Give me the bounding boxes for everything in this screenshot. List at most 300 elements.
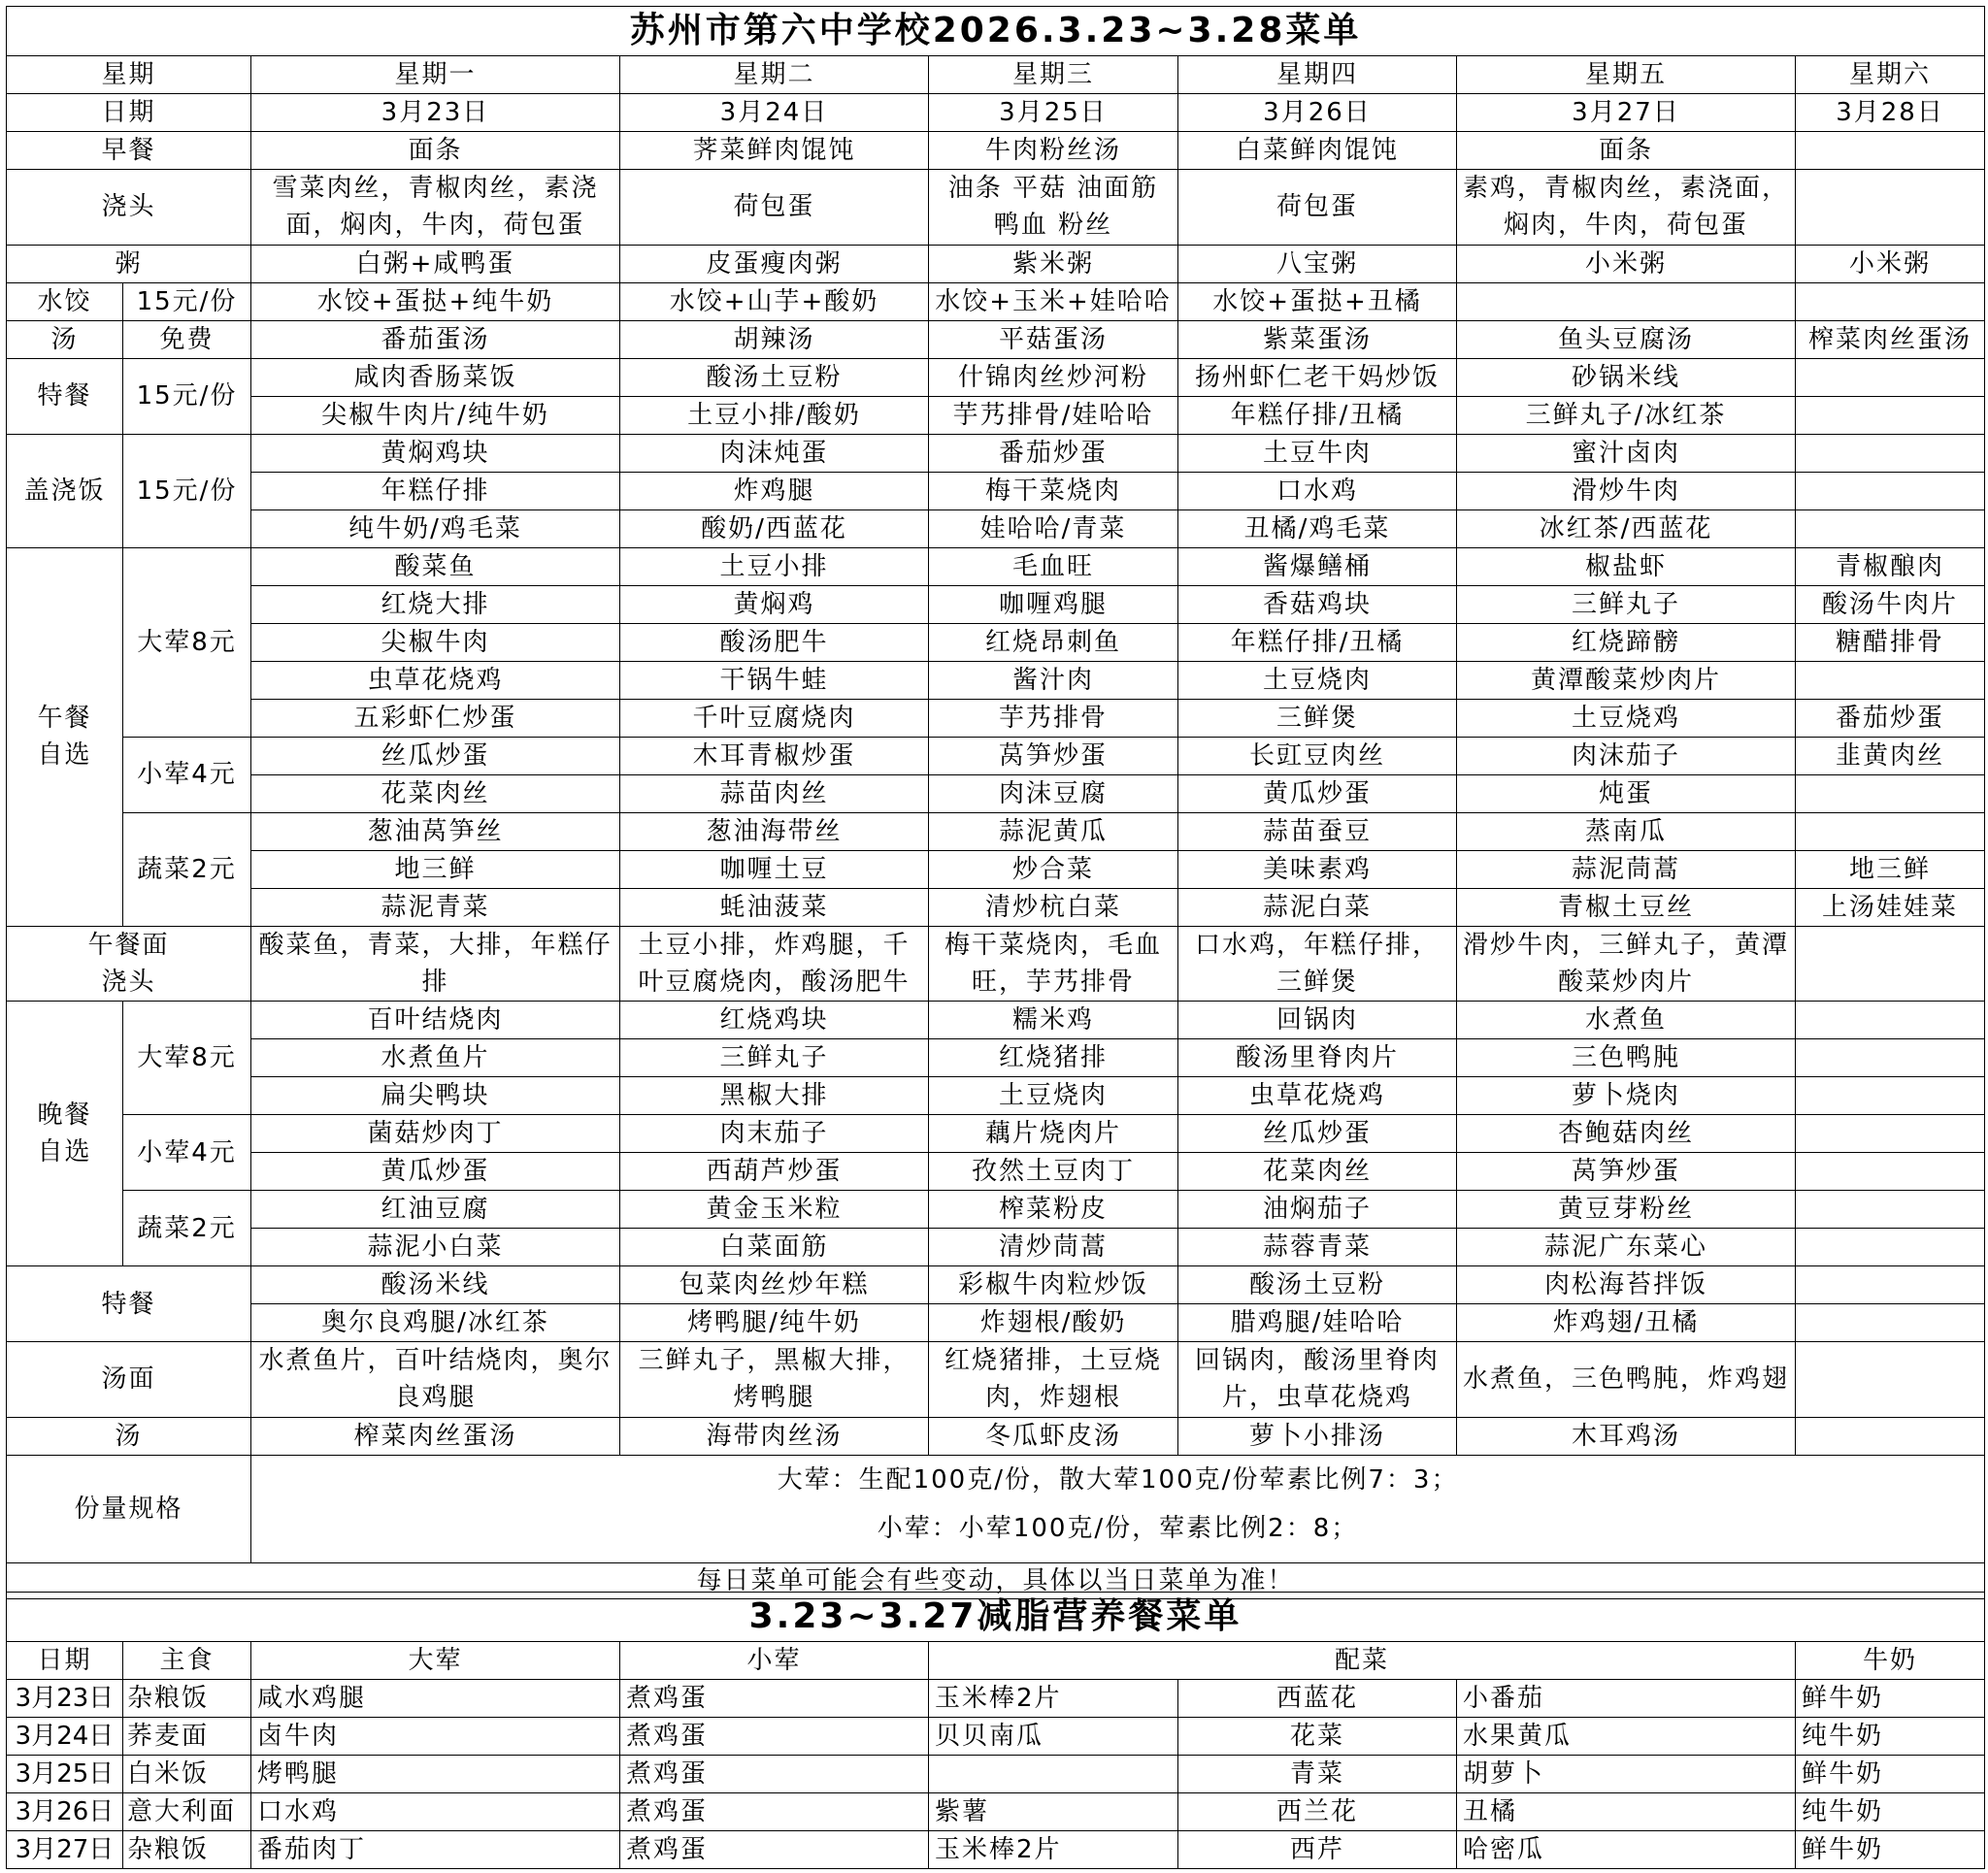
- noodle-topping-cell: 口水鸡，年糕仔排，三鲜煲: [1178, 926, 1457, 1002]
- soup-cell: 胡辣汤: [620, 320, 929, 358]
- rice-cell: [1796, 509, 1985, 547]
- category-label: 蔬菜2元: [123, 1191, 251, 1266]
- dinner-dish-cell: [1796, 1153, 1985, 1191]
- lunch-dish-cell: 木耳青椒炒蛋: [620, 737, 929, 774]
- special-cell: 三鲜丸子/冰红茶: [1457, 396, 1796, 434]
- lunch-dish-cell: 黄瓜炒蛋: [1178, 774, 1457, 812]
- rice-cell: 纯牛奶/鸡毛菜: [251, 509, 620, 547]
- dinner-dish-cell: 黄豆芽粉丝: [1457, 1191, 1796, 1229]
- porridge-cell: 八宝粥: [1178, 245, 1457, 282]
- lunch-dish-cell: 花菜肉丝: [251, 774, 620, 812]
- dinner-special-cell: 酸汤土豆粉: [1178, 1266, 1457, 1304]
- soup-cell: 鱼头豆腐汤: [1457, 320, 1796, 358]
- dinner-soup-cell: 海带肉丝汤: [620, 1417, 929, 1455]
- lunch-dish-cell: 莴笋炒蛋: [929, 737, 1178, 774]
- noodle-topping-cell: [1796, 926, 1985, 1002]
- diet-side-2: 青菜: [1178, 1756, 1457, 1793]
- dinner-dish-cell: 黑椒大排: [620, 1077, 929, 1115]
- breakfast-cell: [1796, 132, 1985, 170]
- diet-side-2: 西芹: [1178, 1831, 1457, 1869]
- diet-row: [7, 1756, 1985, 1793]
- diet-side-1: 玉米棒2片: [929, 1680, 1178, 1718]
- diet-staple: 意大利面: [123, 1793, 251, 1831]
- soup-noodle-cell: 水煮鱼，三色鸭肫，炸鸡翅: [1457, 1342, 1796, 1418]
- weekday-header: 星期五: [1457, 56, 1796, 94]
- rice-cell: 黄焖鸡块: [251, 434, 620, 472]
- table-row: [7, 1342, 1985, 1418]
- porridge-cell: 白粥+咸鸭蛋: [251, 245, 620, 282]
- dinner-dish-cell: 肉末茄子: [620, 1115, 929, 1153]
- diet-big: 咸水鸡腿: [251, 1680, 620, 1718]
- lunch-dish-cell: 香菇鸡块: [1178, 585, 1457, 623]
- lunch-dish-cell: 蒜泥白菜: [1178, 888, 1457, 926]
- portion-spec: [251, 1455, 1985, 1562]
- weekday-header: 星期二: [620, 56, 929, 94]
- special-cell: 年糕仔排/丑橘: [1178, 396, 1457, 434]
- row-label: 汤面: [7, 1342, 251, 1418]
- diet-header-side: 配菜: [929, 1642, 1796, 1680]
- soup-noodle-cell: 水煮鱼片，百叶结烧肉，奥尔良鸡腿: [251, 1342, 620, 1418]
- price-label: 15元/份: [123, 282, 251, 320]
- lunch-dish-cell: 上汤娃娃菜: [1796, 888, 1985, 926]
- diet-date: 3月24日: [7, 1718, 123, 1756]
- soup-noodle-cell: 红烧猪排，土豆烧肉，炸翅根: [929, 1342, 1178, 1418]
- diet-header-small: 小荤: [620, 1642, 929, 1680]
- dinner-dish-cell: 油焖茄子: [1178, 1191, 1457, 1229]
- lunch-dish-cell: 蚝油菠菜: [620, 888, 929, 926]
- special-cell: 砂锅米线: [1457, 358, 1796, 396]
- rice-cell: 冰红茶/西蓝花: [1457, 509, 1796, 547]
- special-cell: 芋艿排骨/娃哈哈: [929, 396, 1178, 434]
- lunch-dish-cell: 红烧蹄髈: [1457, 623, 1796, 661]
- topping-cell: 素鸡，青椒肉丝，素浇面，焖肉，牛肉，荷包蛋: [1457, 170, 1796, 246]
- date-header: 3月23日: [251, 94, 620, 132]
- table-row: [7, 585, 1985, 623]
- lunch-dish-cell: 糖醋排骨: [1796, 623, 1985, 661]
- row-label: 份量规格: [7, 1455, 251, 1562]
- table-row: [7, 812, 1985, 850]
- lunch-dish-cell: 炒合菜: [929, 850, 1178, 888]
- dinner-dish-cell: 水煮鱼: [1457, 1002, 1796, 1039]
- weekday-header: 星期四: [1178, 56, 1457, 94]
- rice-cell: 丑橘/鸡毛菜: [1178, 509, 1457, 547]
- rice-cell: 滑炒牛肉: [1457, 472, 1796, 509]
- table-row: [7, 774, 1985, 812]
- special-cell: 什锦肉丝炒河粉: [929, 358, 1178, 396]
- lunch-dish-cell: 肉沫豆腐: [929, 774, 1178, 812]
- soup-cell: 平菇蛋汤: [929, 320, 1178, 358]
- dinner-dish-cell: 萝卜烧肉: [1457, 1077, 1796, 1115]
- lunch-dish-cell: 地三鲜: [1796, 850, 1985, 888]
- dinner-dish-cell: 红油豆腐: [251, 1191, 620, 1229]
- table-row: [7, 94, 1985, 132]
- diet-date: 3月26日: [7, 1793, 123, 1831]
- porridge-cell: 小米粥: [1457, 245, 1796, 282]
- breakfast-cell: 白菜鲜肉馄饨: [1178, 132, 1457, 170]
- rice-cell: 土豆牛肉: [1178, 434, 1457, 472]
- diet-milk: 鲜牛奶: [1796, 1831, 1985, 1869]
- special-cell: 土豆小排/酸奶: [620, 396, 929, 434]
- dinner-special-cell: 奥尔良鸡腿/冰红茶: [251, 1304, 620, 1342]
- special-cell: [1796, 358, 1985, 396]
- diet-side-2: 花菜: [1178, 1718, 1457, 1756]
- dinner-soup-cell: 萝卜小排汤: [1178, 1417, 1457, 1455]
- table-row: [7, 1077, 1985, 1115]
- dinner-special-cell: 肉松海苔拌饭: [1457, 1266, 1796, 1304]
- category-label: 小荤4元: [123, 1115, 251, 1191]
- table-row: [7, 509, 1985, 547]
- diet-big: 番茄肉丁: [251, 1831, 620, 1869]
- lunch-dish-cell: 酱汁肉: [929, 661, 1178, 699]
- diet-header-milk: 牛奶: [1796, 1642, 1985, 1680]
- notice: 每日菜单可能会有些变动，具体以当日菜单为准！: [7, 1562, 1985, 1598]
- diet-staple: 白米饭: [123, 1756, 251, 1793]
- rice-cell: 肉沫炖蛋: [620, 434, 929, 472]
- lunch-dish-cell: 蒜苗肉丝: [620, 774, 929, 812]
- dumpling-cell: [1457, 282, 1796, 320]
- dinner-dish-cell: [1796, 1002, 1985, 1039]
- diet-milk: 鲜牛奶: [1796, 1680, 1985, 1718]
- lunch-dish-cell: 清炒杭白菜: [929, 888, 1178, 926]
- table-row: [7, 472, 1985, 509]
- dinner-special-cell: 彩椒牛肉粒炒饭: [929, 1266, 1178, 1304]
- lunch-dish-cell: 炖蛋: [1457, 774, 1796, 812]
- diet-milk: 纯牛奶: [1796, 1718, 1985, 1756]
- table-row: [7, 320, 1985, 358]
- diet-side-3: 水果黄瓜: [1457, 1718, 1796, 1756]
- diet-small: 煮鸡蛋: [620, 1831, 929, 1869]
- soup-cell: 番茄蛋汤: [251, 320, 620, 358]
- dinner-dish-cell: 丝瓜炒蛋: [1178, 1115, 1457, 1153]
- lunch-dish-cell: 蒜泥茼蒿: [1457, 850, 1796, 888]
- diet-small: 煮鸡蛋: [620, 1680, 929, 1718]
- dinner-dish-cell: 花菜肉丝: [1178, 1153, 1457, 1191]
- breakfast-cell: 面条: [251, 132, 620, 170]
- table-row: [7, 1002, 1985, 1039]
- table-row: [7, 699, 1985, 737]
- diet-small: 煮鸡蛋: [620, 1756, 929, 1793]
- rice-cell: 年糕仔排: [251, 472, 620, 509]
- lunch-dish-cell: 酸汤肥牛: [620, 623, 929, 661]
- topping-cell: [1796, 170, 1985, 246]
- row-label: 晚餐自选: [7, 1002, 123, 1266]
- lunch-dish-cell: 蒸南瓜: [1457, 812, 1796, 850]
- dumpling-cell: 水饺+蛋挞+丑橘: [1178, 282, 1457, 320]
- price-label: 15元/份: [123, 434, 251, 547]
- diet-row: [7, 1680, 1985, 1718]
- portion-line: 小荤：小荤100克/份，荤素比例2：8；: [877, 1513, 1359, 1543]
- row-label: 盖浇饭: [7, 434, 123, 547]
- weekday-header: 星期六: [1796, 56, 1985, 94]
- diet-big: 卤牛肉: [251, 1718, 620, 1756]
- title-row: [7, 1593, 1985, 1642]
- diet-staple: 杂粮饭: [123, 1831, 251, 1869]
- diet-milk: 鲜牛奶: [1796, 1756, 1985, 1793]
- row-label: 浇头: [7, 170, 251, 246]
- category-label: 大荤8元: [123, 547, 251, 737]
- special-cell: [1796, 396, 1985, 434]
- special-cell: 咸肉香肠菜饭: [251, 358, 620, 396]
- row-label: 星期: [7, 56, 251, 94]
- dinner-special-cell: 腊鸡腿/娃哈哈: [1178, 1304, 1457, 1342]
- dinner-dish-cell: 黄金玉米粒: [620, 1191, 929, 1229]
- dinner-special-cell: 炸鸡翅/丑橘: [1457, 1304, 1796, 1342]
- date-header: 3月27日: [1457, 94, 1796, 132]
- noodle-topping-cell: 梅干菜烧肉，毛血旺，芋艿排骨: [929, 926, 1178, 1002]
- dinner-dish-cell: 杏鲍菇肉丝: [1457, 1115, 1796, 1153]
- rice-cell: 蜜汁卤肉: [1457, 434, 1796, 472]
- table-row: [7, 1039, 1985, 1077]
- date-header: 3月28日: [1796, 94, 1985, 132]
- lunch-dish-cell: 黄焖鸡: [620, 585, 929, 623]
- dinner-dish-cell: 白菜面筋: [620, 1229, 929, 1266]
- weekday-header: 星期三: [929, 56, 1178, 94]
- diet-staple: 荞麦面: [123, 1718, 251, 1756]
- dinner-special-cell: 包菜肉丝炒年糕: [620, 1266, 929, 1304]
- diet-side-1: 贝贝南瓜: [929, 1718, 1178, 1756]
- dinner-dish-cell: 清炒茼蒿: [929, 1229, 1178, 1266]
- date-header: 3月25日: [929, 94, 1178, 132]
- diet-header-staple: 主食: [123, 1642, 251, 1680]
- table-row: [7, 1642, 1985, 1680]
- row-label: 午餐面浇头: [7, 926, 251, 1002]
- diet-date: 3月27日: [7, 1831, 123, 1869]
- lunch-dish-cell: 酸菜鱼: [251, 547, 620, 585]
- table-row: [7, 926, 1985, 1002]
- rice-cell: 娃哈哈/青菜: [929, 509, 1178, 547]
- row-label: 早餐: [7, 132, 251, 170]
- table-row: [7, 1455, 1985, 1562]
- weekday-header: 星期一: [251, 56, 620, 94]
- title-row: [7, 7, 1985, 56]
- dumpling-cell: 水饺+蛋挞+纯牛奶: [251, 282, 620, 320]
- dinner-special-cell: 酸汤米线: [251, 1266, 620, 1304]
- topping-cell: 油条 平菇 油面筋 鸭血 粉丝: [929, 170, 1178, 246]
- lunch-dish-cell: 咖喱土豆: [620, 850, 929, 888]
- rice-cell: [1796, 434, 1985, 472]
- dumpling-cell: 水饺+玉米+娃哈哈: [929, 282, 1178, 320]
- lunch-dish-cell: 年糕仔排/丑橘: [1178, 623, 1457, 661]
- special-cell: 尖椒牛肉片/纯牛奶: [251, 396, 620, 434]
- row-label: 特餐: [7, 1266, 251, 1342]
- table-row: [7, 56, 1985, 94]
- table-row: [7, 132, 1985, 170]
- date-header: 3月24日: [620, 94, 929, 132]
- topping-cell: 雪菜肉丝，青椒肉丝，素浇面，焖肉，牛肉，荷包蛋: [251, 170, 620, 246]
- diet-header-big: 大荤: [251, 1642, 620, 1680]
- soup-cell: 榨菜肉丝蛋汤: [1796, 320, 1985, 358]
- soup-noodle-cell: 回锅肉，酸汤里脊肉片，虫草花烧鸡: [1178, 1342, 1457, 1418]
- table-row: [7, 396, 1985, 434]
- breakfast-cell: 面条: [1457, 132, 1796, 170]
- diet-side-1: 玉米棒2片: [929, 1831, 1178, 1869]
- soup-noodle-cell: [1796, 1342, 1985, 1418]
- lunch-dish-cell: [1796, 774, 1985, 812]
- dinner-dish-cell: 百叶结烧肉: [251, 1002, 620, 1039]
- lunch-dish-cell: 丝瓜炒蛋: [251, 737, 620, 774]
- table-row: [7, 170, 1985, 246]
- lunch-dish-cell: 土豆烧鸡: [1457, 699, 1796, 737]
- lunch-dish-cell: [1796, 661, 1985, 699]
- lunch-dish-cell: 蒜泥黄瓜: [929, 812, 1178, 850]
- dinner-dish-cell: 西葫芦炒蛋: [620, 1153, 929, 1191]
- category-label: 小荤4元: [123, 737, 251, 812]
- lunch-dish-cell: 土豆小排: [620, 547, 929, 585]
- dinner-dish-cell: 蒜蓉青菜: [1178, 1229, 1457, 1266]
- dinner-dish-cell: 红烧猪排: [929, 1039, 1178, 1077]
- row-label: 水饺: [7, 282, 123, 320]
- dinner-special-cell: 炸翅根/酸奶: [929, 1304, 1178, 1342]
- lunch-dish-cell: 红烧昂刺鱼: [929, 623, 1178, 661]
- table-row: [7, 358, 1985, 396]
- lunch-dish-cell: 干锅牛蛙: [620, 661, 929, 699]
- lunch-dish-cell: 酱爆鳝桶: [1178, 547, 1457, 585]
- lunch-dish-cell: 芋艿排骨: [929, 699, 1178, 737]
- diet-menu-table: [6, 1592, 1985, 1869]
- diet-side-3: 小番茄: [1457, 1680, 1796, 1718]
- dinner-soup-cell: 冬瓜虾皮汤: [929, 1417, 1178, 1455]
- noodle-topping-cell: 土豆小排，炸鸡腿，千叶豆腐烧肉，酸汤肥牛: [620, 926, 929, 1002]
- dinner-dish-cell: 虫草花烧鸡: [1178, 1077, 1457, 1115]
- lunch-dish-cell: 青椒土豆丝: [1457, 888, 1796, 926]
- breakfast-cell: 荠菜鲜肉馄饨: [620, 132, 929, 170]
- table-row: [7, 850, 1985, 888]
- porridge-cell: 皮蛋瘦肉粥: [620, 245, 929, 282]
- table-row: [7, 1266, 1985, 1304]
- dinner-dish-cell: 蒜泥小白菜: [251, 1229, 620, 1266]
- lunch-dish-cell: 黄潭酸菜炒肉片: [1457, 661, 1796, 699]
- rice-cell: 炸鸡腿: [620, 472, 929, 509]
- lunch-dish-cell: 红烧大排: [251, 585, 620, 623]
- diet-header-date: 日期: [7, 1642, 123, 1680]
- lunch-dish-cell: 毛血旺: [929, 547, 1178, 585]
- dinner-soup-cell: 木耳鸡汤: [1457, 1417, 1796, 1455]
- lunch-dish-cell: 青椒酿肉: [1796, 547, 1985, 585]
- table-row: [7, 888, 1985, 926]
- row-label: 汤: [7, 1417, 251, 1455]
- dinner-dish-cell: 水煮鱼片: [251, 1039, 620, 1077]
- topping-cell: 荷包蛋: [1178, 170, 1457, 246]
- diet-date: 3月23日: [7, 1680, 123, 1718]
- lunch-dish-cell: [1796, 812, 1985, 850]
- special-cell: 扬州虾仁老干妈炒饭: [1178, 358, 1457, 396]
- lunch-dish-cell: 美味素鸡: [1178, 850, 1457, 888]
- dinner-soup-cell: [1796, 1417, 1985, 1455]
- dinner-dish-cell: 三鲜丸子: [620, 1039, 929, 1077]
- table-row: [7, 1153, 1985, 1191]
- dinner-dish-cell: [1796, 1039, 1985, 1077]
- diet-side-3: 哈密瓜: [1457, 1831, 1796, 1869]
- diet-title: 3.23~3.27减脂营养餐菜单: [7, 1593, 1985, 1642]
- lunch-dish-cell: 蒜泥青菜: [251, 888, 620, 926]
- special-cell: 酸汤土豆粉: [620, 358, 929, 396]
- diet-small: 煮鸡蛋: [620, 1793, 929, 1831]
- diet-side-3: 胡萝卜: [1457, 1756, 1796, 1793]
- row-label: 汤: [7, 320, 123, 358]
- rice-cell: [1796, 472, 1985, 509]
- portion-line: 大荤：生配100克/份，散大荤100克/份荤素比例7：3；: [777, 1464, 1459, 1495]
- dinner-special-cell: [1796, 1304, 1985, 1342]
- lunch-dish-cell: 三鲜丸子: [1457, 585, 1796, 623]
- dinner-dish-cell: 藕片烧肉片: [929, 1115, 1178, 1153]
- table-row: [7, 737, 1985, 774]
- dinner-dish-cell: 榨菜粉皮: [929, 1191, 1178, 1229]
- table-row: [7, 1229, 1985, 1266]
- rice-cell: 口水鸡: [1178, 472, 1457, 509]
- lunch-dish-cell: 韭黄肉丝: [1796, 737, 1985, 774]
- weekly-menu-table: [6, 6, 1985, 1599]
- dinner-dish-cell: 黄瓜炒蛋: [251, 1153, 620, 1191]
- table-row: [7, 1115, 1985, 1153]
- table-row: [7, 661, 1985, 699]
- table-row: [7, 245, 1985, 282]
- lunch-dish-cell: 葱油莴笋丝: [251, 812, 620, 850]
- dinner-dish-cell: 孜然土豆肉丁: [929, 1153, 1178, 1191]
- topping-cell: 荷包蛋: [620, 170, 929, 246]
- diet-side-3: 丑橘: [1457, 1793, 1796, 1831]
- table-row: [7, 434, 1985, 472]
- table-row: [7, 1191, 1985, 1229]
- diet-side-2: 西兰花: [1178, 1793, 1457, 1831]
- diet-row: [7, 1793, 1985, 1831]
- diet-side-1: [929, 1756, 1178, 1793]
- table-row: [7, 1417, 1985, 1455]
- porridge-cell: 小米粥: [1796, 245, 1985, 282]
- soup-cell: 紫菜蛋汤: [1178, 320, 1457, 358]
- dinner-dish-cell: 红烧鸡块: [620, 1002, 929, 1039]
- breakfast-cell: 牛肉粉丝汤: [929, 132, 1178, 170]
- lunch-dish-cell: 蒜苗蚕豆: [1178, 812, 1457, 850]
- dinner-dish-cell: [1796, 1191, 1985, 1229]
- row-label: 特餐: [7, 358, 123, 434]
- lunch-dish-cell: 长豇豆肉丝: [1178, 737, 1457, 774]
- diet-small: 煮鸡蛋: [620, 1718, 929, 1756]
- row-label: 午餐自选: [7, 547, 123, 926]
- dinner-dish-cell: 三色鸭肫: [1457, 1039, 1796, 1077]
- price-label: 免费: [123, 320, 251, 358]
- table-row: [7, 1304, 1985, 1342]
- dinner-special-cell: [1796, 1266, 1985, 1304]
- table-row: [7, 547, 1985, 585]
- dinner-soup-cell: 榨菜肉丝蛋汤: [251, 1417, 620, 1455]
- diet-staple: 杂粮饭: [123, 1680, 251, 1718]
- diet-big: 口水鸡: [251, 1793, 620, 1831]
- dinner-dish-cell: 糯米鸡: [929, 1002, 1178, 1039]
- page-title: 苏州市第六中学校2026.3.23~3.28菜单: [7, 7, 1985, 56]
- lunch-dish-cell: 尖椒牛肉: [251, 623, 620, 661]
- dinner-dish-cell: [1796, 1229, 1985, 1266]
- noodle-topping-cell: 酸菜鱼，青菜，大排，年糕仔排: [251, 926, 620, 1002]
- row-label: 粥: [7, 245, 251, 282]
- portion-line: [257, 1553, 1978, 1562]
- lunch-dish-cell: 五彩虾仁炒蛋: [251, 699, 620, 737]
- lunch-dish-cell: 三鲜煲: [1178, 699, 1457, 737]
- lunch-dish-cell: 酸汤牛肉片: [1796, 585, 1985, 623]
- dinner-dish-cell: [1796, 1077, 1985, 1115]
- category-label: 大荤8元: [123, 1002, 251, 1115]
- lunch-dish-cell: 葱油海带丝: [620, 812, 929, 850]
- dinner-special-cell: 烤鸭腿/纯牛奶: [620, 1304, 929, 1342]
- table-row: [7, 623, 1985, 661]
- diet-row: [7, 1718, 1985, 1756]
- diet-date: 3月25日: [7, 1756, 123, 1793]
- table-row: [7, 282, 1985, 320]
- dinner-dish-cell: 回锅肉: [1178, 1002, 1457, 1039]
- lunch-dish-cell: 千叶豆腐烧肉: [620, 699, 929, 737]
- portion-spec-box: [257, 1456, 1978, 1562]
- dinner-dish-cell: 莴笋炒蛋: [1457, 1153, 1796, 1191]
- noodle-topping-cell: 滑炒牛肉，三鲜丸子，黄潭酸菜炒肉片: [1457, 926, 1796, 1002]
